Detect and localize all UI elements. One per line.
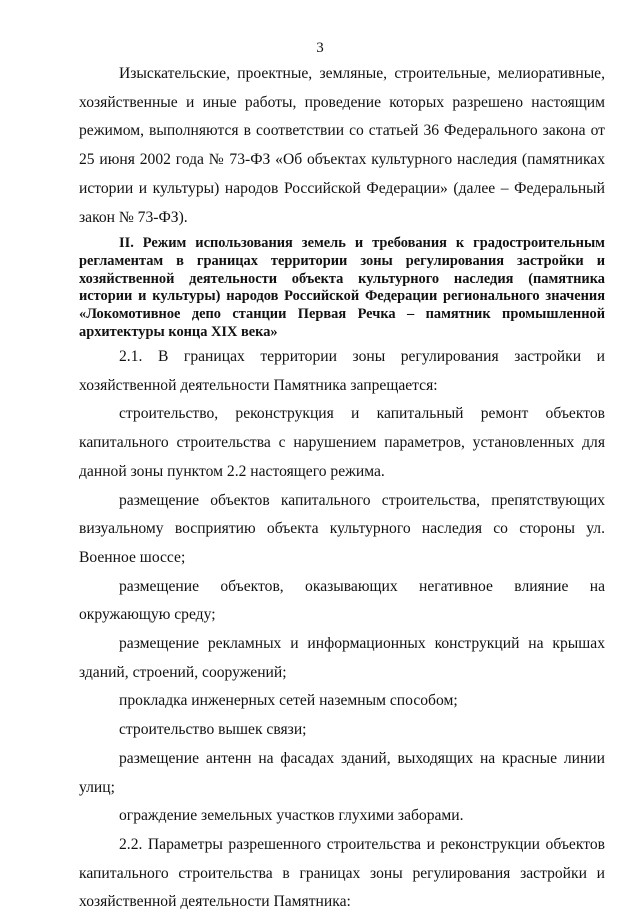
list-item-advertising: размещение рекламных и информационных конструкций на крышах зданий, строений, сооружений;: [79, 635, 605, 681]
paragraph-2-2: 2.2. Параметры разрешенного строительства и реконструкции объектов капитального строительства в границах зоны регулирования застройки и хозяйственной деятельности Памятника:: [79, 835, 605, 911]
list-item-visual-obstruction: размещение объектов капитального строительства, препятствующих визуальному восприятию объекта культурного наследия со стороны ул. Военное шоссе;: [79, 491, 605, 566]
list-item-antennas: размещение антенн на фасадах зданий, выходящих на красные линии улиц;: [79, 749, 605, 796]
intro-block: [79, 60, 605, 232]
section-body: [79, 343, 605, 917]
list-item-communication-towers: строительство вышек связи;: [119, 721, 307, 739]
paragraph-2-1: 2.1. В границах территории зоны регулирования застройки и хозяйственной деятельности Памятника запрещается:: [79, 348, 605, 394]
section-heading: [79, 235, 605, 342]
list-item-fencing: ограждение земельных участков глухими заборами.: [119, 807, 464, 825]
list-item-utility-networks: прокладка инженерных сетей наземным способом;: [119, 692, 458, 710]
page-number: 3: [316, 40, 324, 56]
intro-paragraph: Изыскательские, проектные, земляные, строительные, мелиоративные, хозяйственные и иные работы, проведение которых разрешено настоящим режимом, выполняются в соответствии со статьей 36 Федерального закона от 25 июня 2002 года № 73-ФЗ «Об объектах культурного наследия (памятниках истории и культуры) народов Российской Федерации» (далее – Федеральный закон № 73-ФЗ).: [79, 65, 605, 226]
list-item-negative-impact: размещение объектов, оказывающих негативное влияние на окружающую среду;: [79, 577, 605, 624]
section-heading-text: II. Режим использования земель и требования к градостроительным регламентам в границах территории зоны регулирования застройки и хозяйственной деятельности объекта культурного наследия (памятника истории и культуры) народов Российской Федерации регионального значения «Локомотивное депо станции Первая Речка – памятник промышленной архитектуры конца XIX века»: [79, 235, 605, 340]
list-item-construction: строительство, реконструкция и капитальный ремонт объектов капитального строительства с нарушением параметров, установленных для данной зоны пунктом 2.2 настоящего режима.: [79, 405, 605, 480]
